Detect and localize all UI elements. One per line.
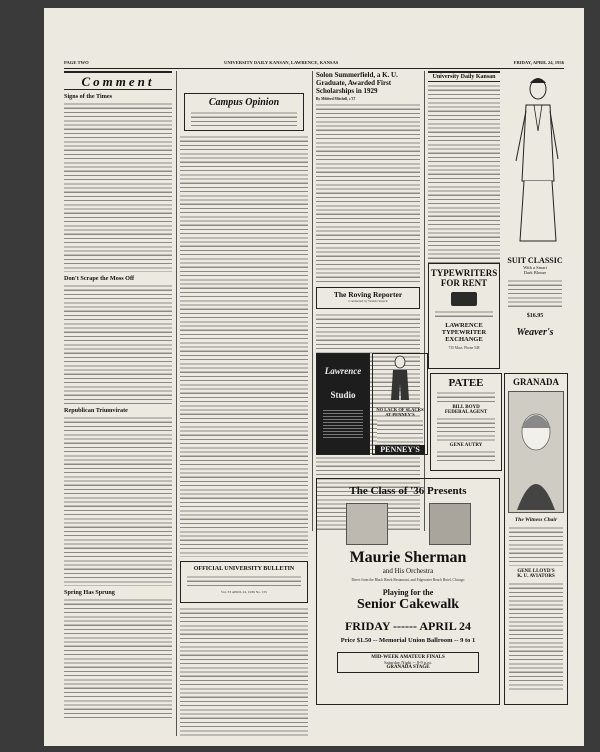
film-still-image [508, 391, 564, 513]
orchestra-photo [346, 503, 388, 545]
band-orchestra: and His Orchestra [382, 567, 434, 575]
paper-title: UNIVERSITY DAILY KANSAN, LAWRENCE, KANSAS [224, 60, 339, 65]
comment-column [64, 71, 172, 736]
official-bulletin [180, 561, 308, 603]
fashion-figure-icon [504, 71, 566, 251]
opinion-title: Campus Opinion [208, 97, 280, 108]
newspaper-page [44, 8, 584, 746]
typewriter-ad: TYPEWRITERS FOR RENT LAWRENCE TYPEWRITER EXCHANGE 735 Mass. Phone 548 [428, 263, 500, 369]
event-date: FRIDAY ------ APRIL 24 [344, 619, 472, 633]
band-name: Maurie Sherman [349, 549, 467, 566]
comment-head-republican: Republican Triumvirate [64, 407, 128, 414]
page-number: PAGE TWO [64, 60, 89, 65]
suit-price: $16.95 [526, 313, 544, 319]
comment-head-spring: Spring Has Sprung [64, 589, 115, 596]
patee-ad: PATEE BILL BOYD FEDERAL AGENT GENE AUTRY [430, 373, 502, 471]
event-price: Price $1.50 -- Memorial Union Ballroom -- 9 to 1 [340, 637, 476, 644]
bulletin-number: Vol. 33 APRIL 24, 1936 No. 155 [221, 590, 267, 594]
comment-body-republican [64, 416, 172, 586]
masthead [64, 58, 564, 69]
bulletin-title: OFFICIAL UNIVERSITY BULLETIN [193, 566, 295, 572]
summerfield-headline: Solon Summerfield, a K. U. Graduate, Awarded First Scholarships in 1929 [316, 71, 398, 95]
midweek-amateur-box: MID-WEEK AMATEUR FINALS Saturday Night -- 8-9 p.m. GRANADA STAGE [337, 652, 479, 673]
column-rule [312, 71, 313, 531]
store-name: Weaver's [516, 327, 554, 338]
opinion-letters [180, 135, 308, 557]
comment-head-moss: Don't Scrape the Moss Off [64, 275, 135, 282]
orchestra-photo [429, 503, 471, 545]
granada-title: GRANADA [513, 377, 559, 387]
comment-body-spring [64, 598, 172, 718]
column-rule [424, 71, 425, 531]
roving-subtitle: Conducted by Wanda Stueck [348, 299, 388, 303]
issue-date: FRIDAY, APRIL 24, 1936 [513, 60, 564, 65]
bulletin-notices [180, 607, 308, 736]
class-of-36: The Class of '36 Presents [349, 485, 467, 497]
summerfield-body [316, 103, 420, 283]
lawrence-studio-ad: Lawrence Studio [316, 353, 370, 455]
band-origin: Direct from the Black Hawk Restaurant, and Edgewater Beach Hotel, Chicago [351, 578, 465, 582]
penneys-ad: NO LACK OF SLACKS AT PENNEY'S PENNEY'S [372, 353, 428, 455]
column-rule [176, 71, 177, 736]
slacks-figure-icon [373, 354, 427, 402]
summerfield-column [316, 71, 420, 531]
weavers-ad: SUIT CLASSIC With a Smart Dark Blouse $16.95 Weaver's [504, 71, 566, 367]
comment-body-signs [64, 102, 172, 272]
summerfield-byline: By Mildred Mitchell, c'37 [316, 97, 356, 101]
comment-body-moss [64, 284, 172, 404]
comment-title: Comment [81, 74, 155, 89]
roving-reporter-box [316, 287, 420, 309]
event-name: Senior Cakewalk [356, 597, 460, 612]
kansan-title: University Daily Kansan [432, 74, 496, 80]
typewriter-icon [451, 292, 477, 306]
penneys-logo: PENNEY'S [375, 445, 425, 454]
senior-cakewalk-ad: The Class of '36 Presents Maurie Sherman and His Orchestra Direct from the Black Hawk Restaurant, and Edgewater Beach Hotel, Chicago Playing for the Senior Cakewalk FRIDAY ------ APRIL 24 Price $1.50 -- Memorial Union Ballroom -- 9 to 1 MID-WEEK AMATEUR FINALS Saturday Night -- 8-9 p.m. GRANADA STAGE [316, 478, 500, 705]
roving-title: The Roving Reporter [333, 290, 403, 299]
granada-ad: GRANADA The Witness Chair GENE LLOYD'S K. U. AVIATORS [504, 373, 568, 705]
suit-headline: SUIT CLASSIC [507, 256, 563, 265]
comment-head-signs: Signs of the Times [64, 93, 113, 100]
staff-box [428, 84, 500, 264]
opinion-column [180, 71, 308, 736]
patee-title: PATEE [448, 377, 484, 389]
